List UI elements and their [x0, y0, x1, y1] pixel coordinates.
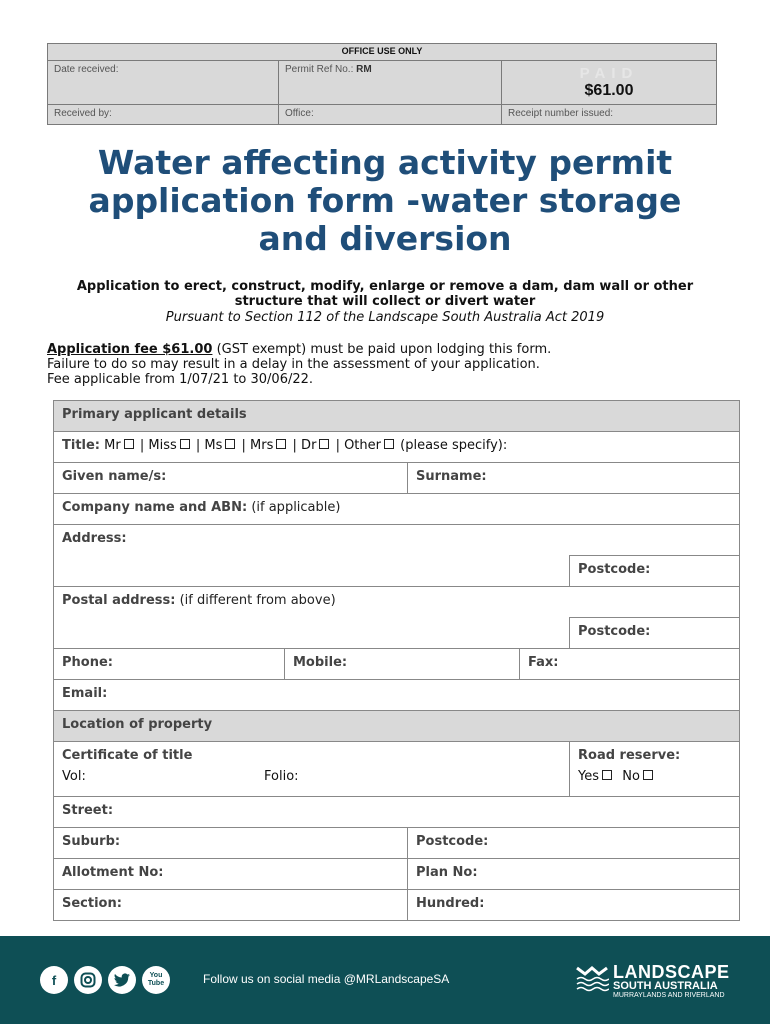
facebook-icon[interactable]: f [40, 966, 68, 994]
postal-postcode-field[interactable]: Postcode: [569, 617, 739, 648]
address-field[interactable]: Address: [62, 531, 127, 546]
street-row [54, 797, 739, 828]
checkbox-ms[interactable] [225, 439, 235, 449]
page-title: Water affecting activity permit application form -water storage and diversion [88, 143, 682, 258]
checkbox-yes[interactable] [602, 770, 612, 780]
suburb-field[interactable]: Suburb: [62, 834, 121, 849]
location-postcode-field[interactable]: Postcode: [407, 828, 739, 858]
section-row [54, 890, 739, 920]
address-row [54, 525, 739, 587]
checkbox-other[interactable] [384, 439, 394, 449]
received-by-field: Received by: [48, 105, 279, 125]
applicant-form [53, 400, 740, 921]
checkbox-no[interactable] [643, 770, 653, 780]
fax-field[interactable]: Fax: [519, 649, 739, 679]
youtube-icon[interactable]: You Tube [142, 966, 170, 994]
allotment-field[interactable]: Allotment No: [62, 865, 164, 880]
fee-info: Application fee $61.00 (GST exempt) must be paid upon lodging this form. Failure to do so may result in a delay in the assessment of your application. Fee applicable from 1/07/21 to 30/06/22. [47, 342, 552, 387]
road-reserve-field: Road reserve: Yes No [569, 742, 739, 796]
postal-address-field[interactable]: Postal address: (if different from above) [62, 593, 336, 608]
certificate-of-title-field[interactable]: Certificate of title Vol: Folio: [62, 748, 299, 784]
allotment-row [54, 859, 739, 890]
paid-stamp: PAID [579, 65, 639, 82]
act-reference: Pursuant to Section 112 of the Landscape South Australia Act 2019 [165, 310, 605, 325]
section-location: Location of property [54, 711, 739, 742]
instagram-icon[interactable] [74, 966, 102, 994]
street-field[interactable]: Street: [62, 803, 114, 818]
company-field[interactable]: Company name and ABN: (if applicable) [62, 500, 341, 515]
date-received-field: Date received: [48, 61, 279, 105]
section-field[interactable]: Section: [62, 896, 122, 911]
checkbox-dr[interactable] [319, 439, 329, 449]
office-use-header: OFFICE USE ONLY [48, 44, 717, 61]
postal-row [54, 587, 739, 649]
email-field[interactable]: Email: [62, 686, 108, 701]
social-links [40, 966, 170, 994]
logo-waves-icon [575, 964, 609, 994]
checkbox-miss[interactable] [180, 439, 190, 449]
office-use-table [47, 43, 717, 125]
twitter-icon[interactable] [108, 966, 136, 994]
subtitle: Application to erect, construct, modify, enlarge or remove a dam, dam wall or other structure that will collect or divert water [76, 279, 694, 309]
surname-field[interactable]: Surname: [407, 463, 739, 493]
plan-field[interactable]: Plan No: [407, 859, 739, 889]
checkbox-mrs[interactable] [276, 439, 286, 449]
hundred-field[interactable]: Hundred: [407, 890, 739, 920]
follow-text: Follow us on social media @MRLandscapeSA [203, 972, 450, 986]
name-row [54, 463, 739, 494]
office-field: Office: [279, 105, 502, 125]
checkbox-mr[interactable] [124, 439, 134, 449]
suburb-row [54, 828, 739, 859]
company-row [54, 494, 739, 525]
given-names-field[interactable]: Given name/s: [62, 469, 167, 484]
address-postcode-field[interactable]: Postcode: [569, 555, 739, 586]
paid-fee-cell [502, 61, 717, 105]
mobile-field[interactable]: Mobile: [284, 649, 519, 679]
fee-label: Application fee $61.00 [47, 342, 213, 357]
office-fee-amount: $61.00 [584, 82, 634, 99]
receipt-number-field: Receipt number issued: [502, 105, 717, 125]
permit-ref-field: Permit Ref No.: RM [279, 61, 502, 105]
title-row: Title: Mr | Miss | Ms | Mrs | Dr | Other (please specify): [54, 432, 739, 463]
title-cert-row [54, 742, 739, 797]
section-primary-applicant: Primary applicant details [54, 401, 739, 432]
email-row [54, 680, 739, 711]
phone-field[interactable]: Phone: [62, 655, 113, 670]
footer: f You Tube Follow us on social media @MRLandscapeSA LANDSCAPE SOUTH AUSTRALIA MURRAYLANDS AND RIVERLAND [0, 936, 770, 1024]
contact-row [54, 649, 739, 680]
